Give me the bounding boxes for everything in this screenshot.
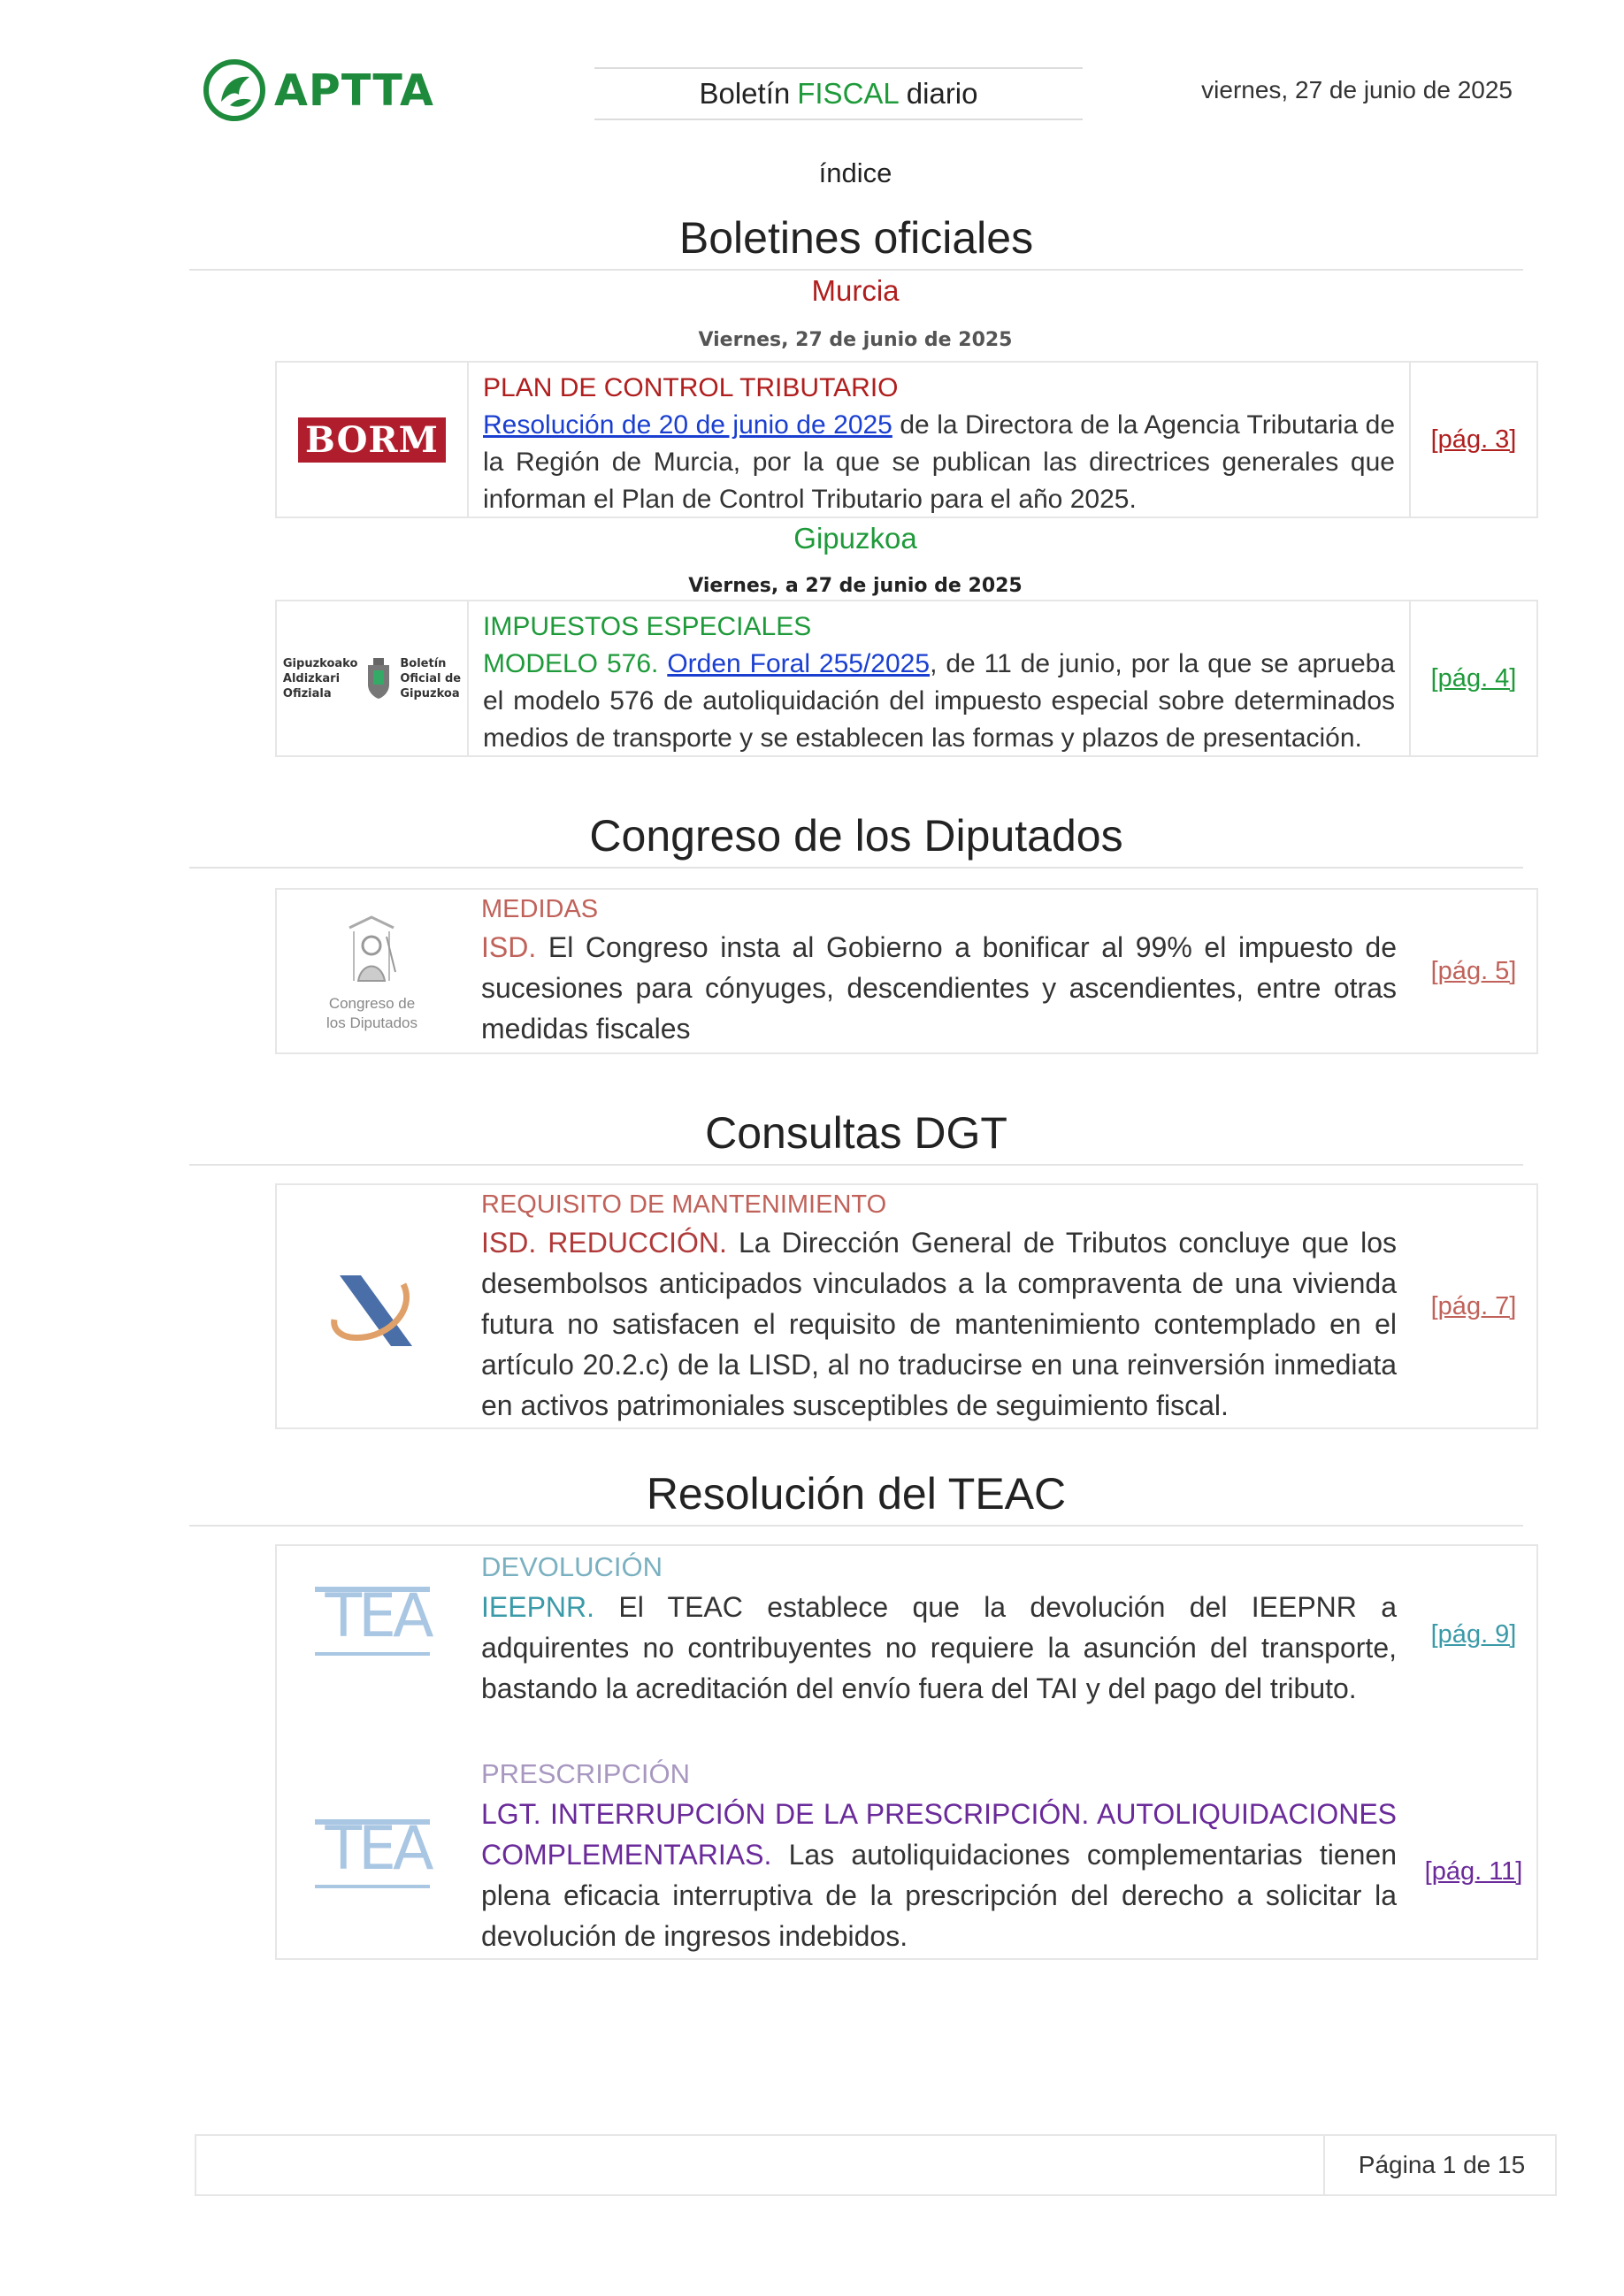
teac-logo-2	[277, 1755, 467, 1988]
dgt-body: La Dirección General de Tributos concluye que los desembolsos anticipados vinculados a la compraventa de una vivienda futura no satisfacen el requisito de mantenimiento contemplado en el artículo 20.2.c) de la LISD, al no traducirse en una reinversión inmediata en activos patrimoniales susceptibles de seguimiento fiscal.	[481, 1227, 1398, 1421]
dgt-page-cell	[1411, 1185, 1536, 1427]
teac-1-body: El TEAC establece que la devolución del IEEPNR a adquirentes no contribuyentes no requiere la asunción del transporte, bastando la acreditación del envío fuera del TAI y del pago del tributo.	[481, 1591, 1397, 1704]
teac-logo-1-text: TEA	[325, 1581, 431, 1651]
congreso-page-cell	[1411, 890, 1536, 1052]
murcia-body: de la Directora de la Agencia Tributaria de la Región de Murcia, por la que se publican las directrices generales que informan el Plan de Control Tributario para el año 2025.	[483, 410, 1395, 514]
teac-2-page-cell	[1411, 1755, 1536, 1988]
murcia-resolution-link[interactable]: Resolución de 20 de junio de 2025	[483, 410, 892, 440]
aeat-x-icon	[324, 1258, 421, 1355]
dgt-lead: ISD. REDUCCIÓN.	[481, 1227, 727, 1259]
murcia-page-cell	[1409, 363, 1536, 517]
gipuzkoa-page-link[interactable]: [pág. 4]	[1430, 663, 1517, 693]
teac-2-text	[467, 1755, 1411, 1988]
congreso-caption-1: Congreso de	[328, 994, 416, 1012]
footer-page-number: Página 1 de 15	[1323, 2134, 1559, 2196]
teac-2-category: PRESCRIPCIÓN	[481, 1758, 690, 1789]
teac-logo-2-text: TEA	[325, 1814, 431, 1884]
section-title-congreso: Congreso de los Diputados	[189, 810, 1523, 869]
murcia-date: Viernes, 27 de junio de 2025	[698, 329, 1013, 351]
teac-1-lead: IEEPNR.	[481, 1591, 595, 1623]
teac-1-page-link[interactable]: [pág. 9]	[1430, 1619, 1517, 1649]
header-date: viernes, 27 de junio de 2025	[1201, 76, 1513, 103]
congreso-body: El Congreso insta al Gobierno a bonificar al 99% el impuesto de sucesiones para cónyuges, descendientes y ascendientes, entre otras medidas fiscales	[481, 931, 1397, 1045]
murcia-category: PLAN DE CONTROL TRIBUTARIO	[483, 373, 899, 402]
gipuzkoa-shield-icon	[366, 658, 391, 699]
section-title-boletines: Boletines oficiales	[189, 212, 1523, 271]
section-title-teac: Resolución del TEAC	[189, 1468, 1523, 1527]
aptta-emblem-icon	[203, 59, 265, 121]
aeat-logo	[277, 1185, 467, 1427]
bog-logo-right-1: Boletín	[400, 656, 447, 670]
congreso-category: MEDIDAS	[481, 895, 599, 923]
bog-logo	[277, 601, 469, 755]
teac-logo-1	[277, 1546, 467, 1723]
teac-1-page-cell	[1411, 1546, 1536, 1723]
gipuzkoa-page-cell	[1409, 601, 1536, 755]
bog-logo-left-2: Aldizkari	[282, 671, 341, 685]
congreso-caption-2: los Diputados	[326, 1014, 417, 1031]
bog-logo-right-2: Oficial de	[400, 671, 462, 685]
entry-gipuzkoa	[275, 600, 1538, 757]
teac-2-body: Las autoliquidaciones complementarias tienen plena eficacia interruptiva de la prescripción del derecho a solicitar la devolución de ingresos indebidos.	[481, 1839, 1397, 1952]
index-link[interactable]: índice	[818, 157, 892, 188]
section-title-dgt: Consultas DGT	[189, 1107, 1523, 1166]
bog-logo-left-1: Gipuzkoako	[282, 656, 358, 670]
bulletin-title-pre: Boletín	[699, 77, 791, 110]
bulletin-title-post: diario	[906, 77, 978, 110]
teac-group	[275, 1544, 1538, 1960]
dgt-category: REQUISITO DE MANTENIMIENTO	[481, 1190, 887, 1219]
gipuzkoa-category: IMPUESTOS ESPECIALES	[483, 612, 812, 641]
bog-logo-left-3: Ofiziala	[282, 686, 332, 700]
borm-logo	[277, 363, 469, 517]
murcia-page-link[interactable]: [pág. 3]	[1430, 425, 1517, 454]
teac-1-text	[467, 1546, 1411, 1723]
congreso-text	[467, 890, 1411, 1052]
gipuzkoa-body: , de 11 de junio, por la que se aprueba el modelo 576 de autoliquidación del impuesto especial sobre determinados medios de transporte y se establecen las formas y plazos de presentación.	[483, 649, 1396, 753]
aptta-logo	[203, 55, 460, 126]
congreso-emblem-icon	[332, 910, 411, 990]
dgt-page-link[interactable]: [pág. 7]	[1430, 1291, 1517, 1320]
gipuzkoa-text	[469, 601, 1409, 755]
dgt-text	[467, 1185, 1411, 1427]
gipuzkoa-orden-link[interactable]: Orden Foral 255/2025	[667, 649, 931, 678]
borm-logo-text: BORM	[298, 417, 446, 463]
teac-2-page-link[interactable]: [pág. 11]	[1424, 1856, 1523, 1886]
aptta-logo-text: APTTA	[274, 65, 434, 116]
entry-murcia	[275, 361, 1538, 518]
gipuzkoa-lead: MODELO 576.	[483, 649, 659, 678]
congreso-page-link[interactable]: [pág. 5]	[1430, 956, 1517, 985]
bulletin-title-fiscal: FISCAL	[797, 77, 900, 110]
region-murcia: Murcia	[811, 274, 900, 307]
congreso-logo	[277, 890, 467, 1052]
entry-teac-1	[277, 1546, 1536, 1723]
bog-logo-right-3: Gipuzkoa	[400, 686, 460, 700]
entry-teac-2	[277, 1755, 1536, 1988]
entry-congreso	[275, 888, 1538, 1054]
murcia-text	[469, 363, 1409, 517]
teac-1-category: DEVOLUCIÓN	[481, 1551, 663, 1582]
entry-dgt	[275, 1183, 1538, 1429]
region-gipuzkoa: Gipuzkoa	[793, 522, 917, 555]
teac-2-lead: LGT. INTERRUPCIÓN DE LA PRESCRIPCIÓN. AUTOLIQUIDACIONES COMPLEMENTARIAS.	[481, 1798, 1397, 1871]
bulletin-title	[594, 67, 1083, 120]
gipuzkoa-date: Viernes, a 27 de junio de 2025	[688, 575, 1023, 597]
congreso-lead: ISD.	[481, 931, 537, 963]
